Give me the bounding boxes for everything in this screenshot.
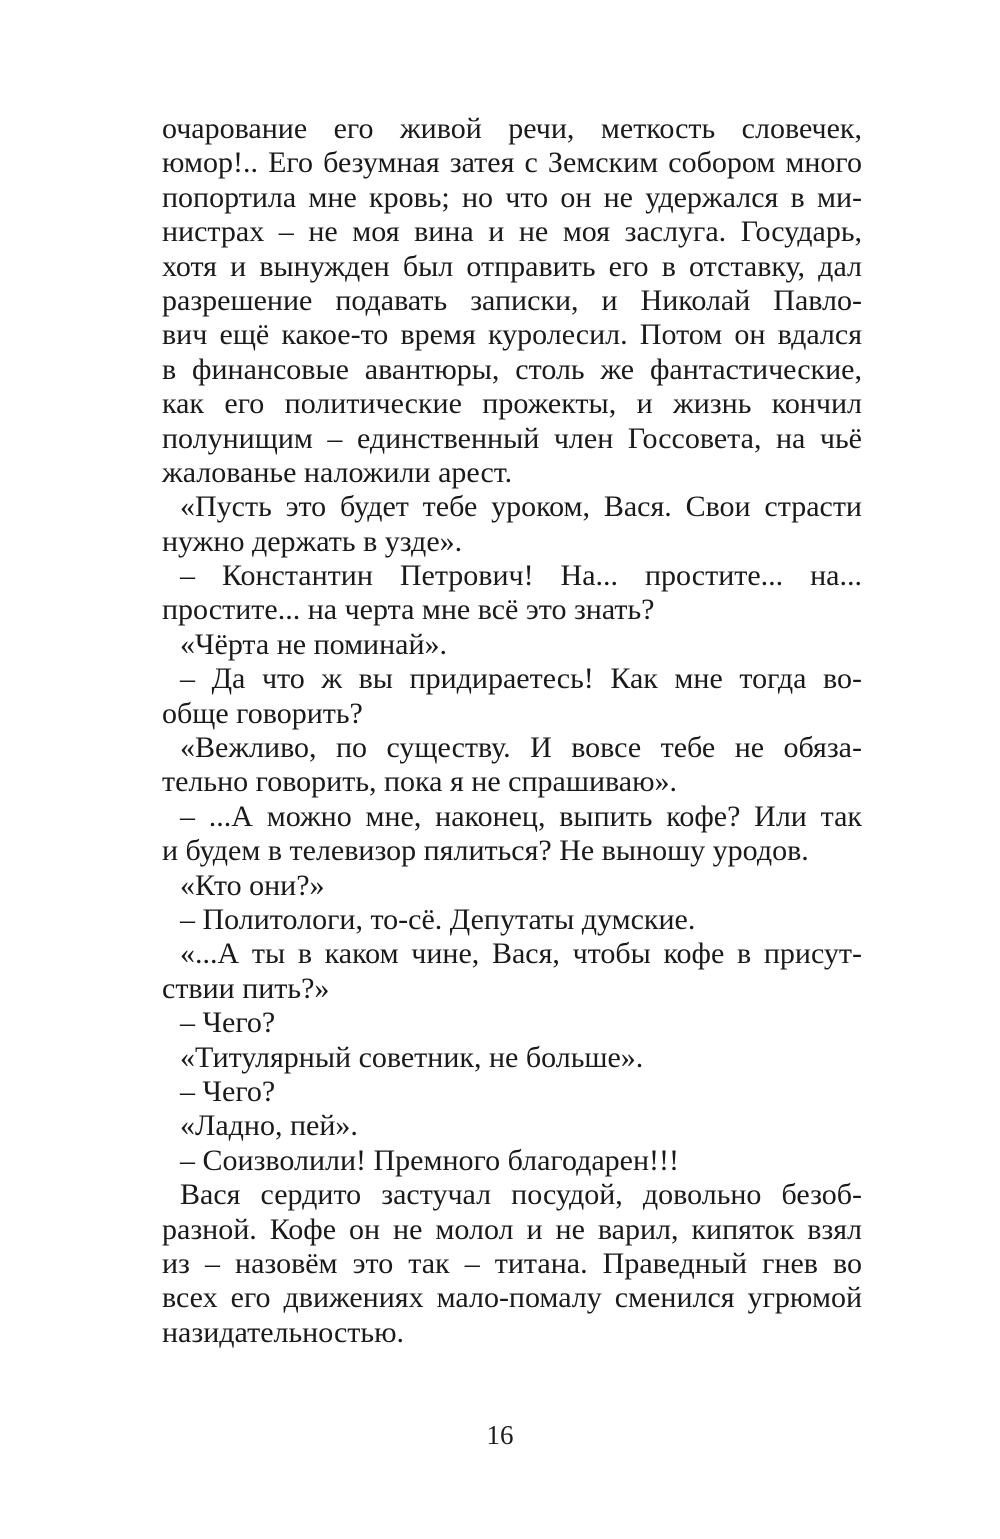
text-line: назидательностью. [162, 1315, 404, 1349]
text-line: – ...А можно мне, наконец, выпить кофе? Или так [180, 799, 862, 833]
page-number: 16 [486, 1420, 514, 1450]
text-line: в финансовые авантюры, столь же фантастические, [162, 352, 862, 386]
text-line: «Кто они?» [180, 868, 325, 902]
text-line: «Вежливо, по существу. И вовсе тебе не обяза- [180, 731, 862, 765]
text-line: – Да что ж вы придираетесь! Как мне тогда во- [180, 662, 862, 696]
text-line: и будем в телевизор пялиться? Не выношу уродов. [162, 834, 809, 868]
text-line: – Чего? [180, 1006, 276, 1040]
text-line: попортила мне кровь; но что он не удержался в ми- [162, 180, 862, 214]
text-line: «...А ты в каком чине, Вася, чтобы кофе в присут- [180, 937, 862, 971]
text-line: жалованье наложили арест. [162, 455, 513, 489]
text-line: ствии пить?» [162, 971, 330, 1005]
text-line: хотя и вынужден был отправить его в отставку, дал [162, 249, 862, 283]
text-line: всех его движениях мало-помалу сменился угрюмой [162, 1281, 862, 1315]
text-line: «Ладно, пей». [180, 1109, 358, 1143]
text-line: из – назовём это так – титана. Праведный гнев во [162, 1246, 862, 1280]
text-line: – Константин Петрович! На... простите... на... [180, 559, 862, 593]
text-line: тельно говорить, пока я не спрашиваю». [162, 765, 677, 799]
text-line: «Чёрта не поминай». [180, 627, 448, 661]
text-line: разной. Кофе он не молол и не варил, кипяток взял [162, 1212, 862, 1246]
text-line: Вася сердито застучал посудой, довольно безоб- [180, 1178, 862, 1212]
text-line: – Политологи, то-сё. Депутаты думские. [180, 902, 696, 936]
text-line: – Соизволили! Премного благодарен!!! [180, 1143, 680, 1177]
text-line: – Чего? [180, 1074, 276, 1108]
page-body [162, 112, 862, 1350]
text-line: простите... на черта мне всё это знать? [162, 593, 655, 627]
text-line: как его политические прожекты, и жизнь кончил [162, 387, 862, 421]
text-line: очарование его живой речи, меткость словечек, [162, 112, 862, 145]
text-line: вич ещё какое-то время куролесил. Потом он вдался [162, 318, 862, 352]
text-line: нужно держать в узде». [162, 524, 463, 558]
text-line: полунищим – единственный член Госсовета, на чьё [162, 421, 862, 455]
text-line: разрешение подавать записки, и Николай Павло- [162, 283, 862, 317]
text-line: «Титулярный советник, не больше». [180, 1040, 644, 1074]
text-line: обще говорить? [162, 696, 363, 730]
text-line: «Пусть это будет тебе уроком, Вася. Свои страсти [180, 490, 862, 524]
text-line: нистрах – не моя вина и не моя заслуга. Государь, [162, 215, 862, 249]
text-line: юмор!.. Его безумная затея с Земским собором много [162, 146, 862, 180]
